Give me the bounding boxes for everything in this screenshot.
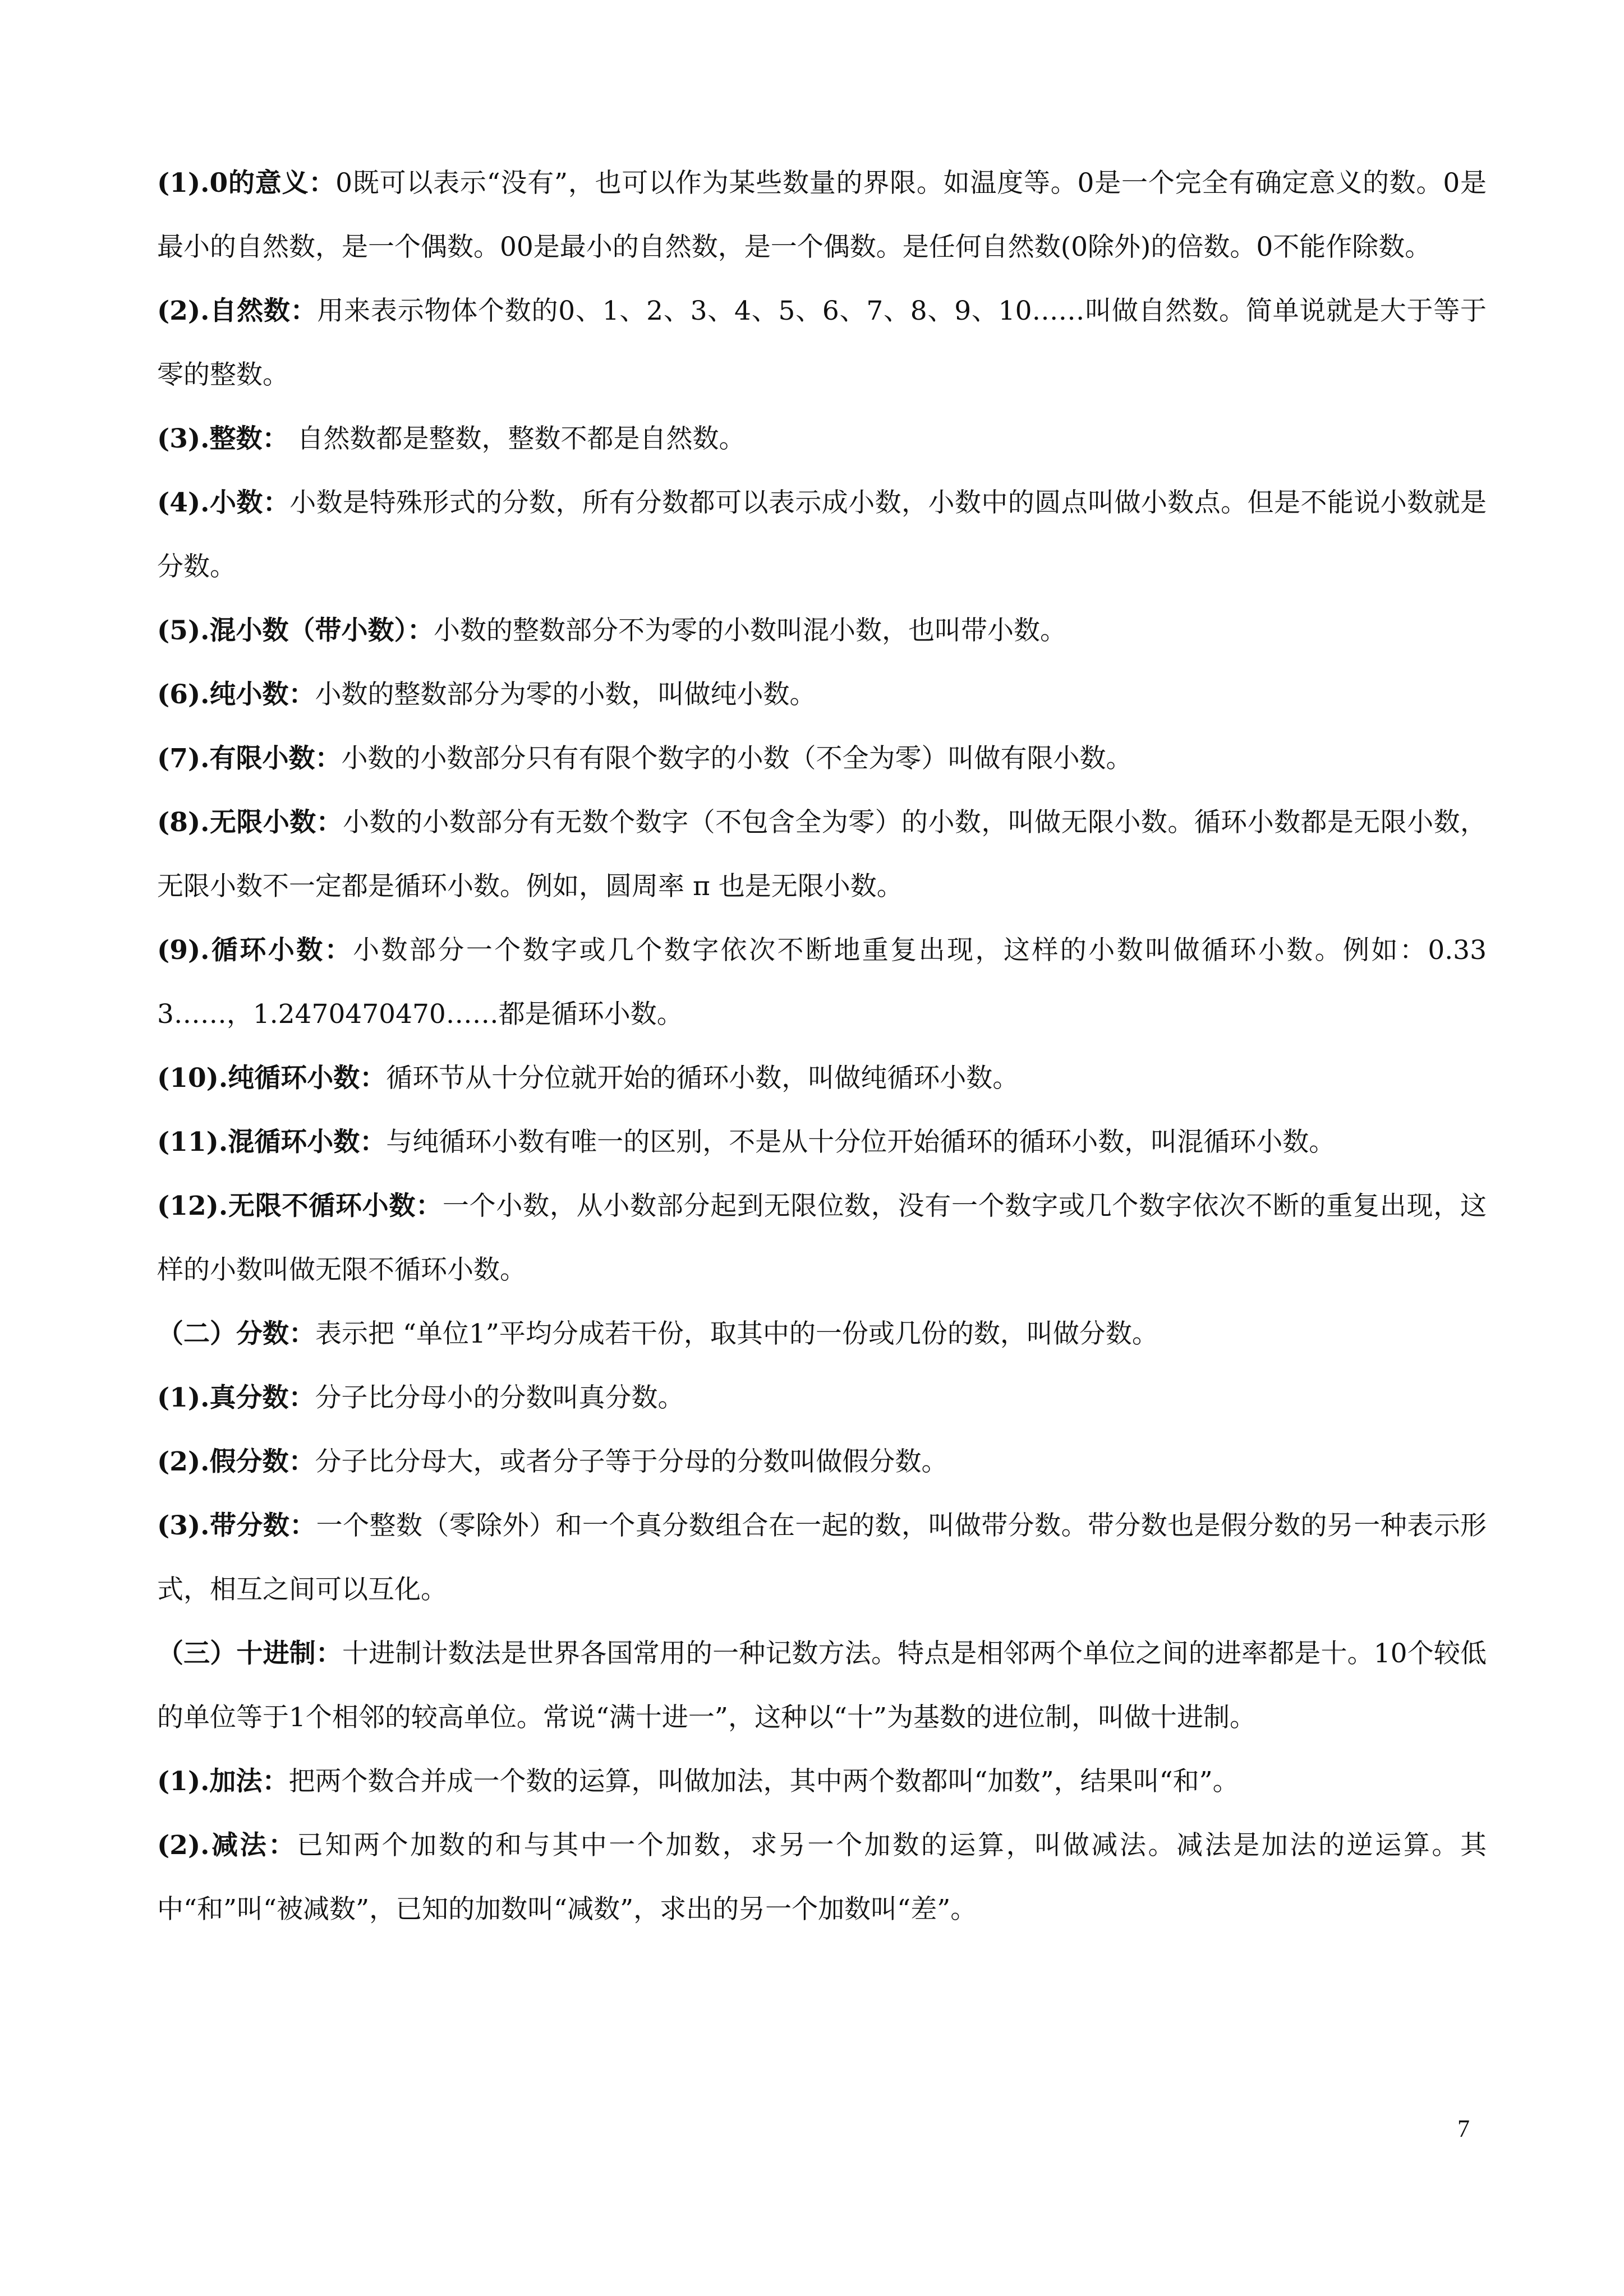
definition-text: 小数的整数部分为零的小数，叫做纯小数。 <box>315 679 816 710</box>
paragraph-decimal-system <box>157 1622 1487 1750</box>
definition-text: 一个整数（零除外）和一个真分数组合在一起的数，叫做带分数。带分数也是假分数的另一种表示形式，相互之间可以互化。 <box>157 1510 1487 1605</box>
term-label: (1).真分数： <box>157 1382 315 1413</box>
term-label: (12).无限不循环小数： <box>157 1191 443 1221</box>
paragraph-irrational-decimal <box>157 1174 1487 1302</box>
definition-text: 小数是特殊形式的分数，所有分数都可以表示成小数，小数中的圆点叫做小数点。但是不能说小数就是分数。 <box>157 487 1487 582</box>
paragraph-improper-fraction <box>157 1430 1487 1494</box>
paragraph-repeating-decimal <box>157 919 1487 1046</box>
definition-text: 十进制计数法是世界各国常用的一种记数方法。特点是相邻两个单位之间的进率都是十。10个较低的单位等于1个相邻的较高单位。常说“满十进一”，这种以“十”为基数的进位制，叫做十进制。 <box>157 1638 1487 1733</box>
definition-text: 一个小数，从小数部分起到无限位数，没有一个数字或几个数字依次不断的重复出现，这样的小数叫做无限不循环小数。 <box>157 1191 1487 1285</box>
term-label: (7).有限小数： <box>157 743 342 774</box>
paragraph-pure-repeating-decimal <box>157 1046 1487 1110</box>
term-label: (1).0的意义： <box>157 168 336 199</box>
document-body <box>157 151 1487 1942</box>
term-label: (4).小数： <box>157 487 290 518</box>
paragraph-subtraction <box>157 1814 1487 1942</box>
paragraph-finite-decimal <box>157 727 1487 791</box>
definition-text: 小数部分一个数字或几个数字依次不断地重复出现，这样的小数叫做循环小数。例如：0.333……，1.2470470470……都是循环小数。 <box>157 935 1487 1030</box>
paragraph-addition <box>157 1750 1487 1814</box>
paragraph-mixed-number <box>157 1494 1487 1622</box>
paragraph-proper-fraction <box>157 1366 1487 1430</box>
paragraph-mixed-decimal <box>157 599 1487 663</box>
term-label: (11).混循环小数： <box>157 1127 387 1158</box>
paragraph-zero-meaning <box>157 151 1487 279</box>
definition-text: 分子比分母大，或者分子等于分母的分数叫做假分数。 <box>315 1446 948 1477</box>
term-label: (5).混小数（带小数）： <box>157 615 434 646</box>
definition-text: 小数的整数部分不为零的小数叫混小数，也叫带小数。 <box>434 615 1067 646</box>
definition-text: 已知两个加数的和与其中一个加数，求另一个加数的运算，叫做减法。减法是加法的逆运算。其中“和”叫“被减数”，已知的加数叫“减数”，求出的另一个加数叫“差”。 <box>157 1830 1487 1925</box>
paragraph-natural-number <box>157 279 1487 407</box>
term-label: (9).循环小数： <box>157 935 353 966</box>
definition-text: 把两个数合并成一个数的运算，叫做加法，其中两个数都叫“加数”，结果叫“和”。 <box>288 1766 1239 1797</box>
paragraph-mixed-repeating-decimal <box>157 1110 1487 1174</box>
term-label: (3).带分数： <box>157 1510 316 1541</box>
term-label: (2).自然数： <box>157 296 318 326</box>
page-number: 7 <box>1457 2115 1470 2142</box>
paragraph-decimal <box>157 471 1487 599</box>
definition-text: 小数的小数部分只有有限个数字的小数（不全为零）叫做有限小数。 <box>341 743 1133 774</box>
term-label: (10).纯循环小数： <box>157 1063 387 1094</box>
term-label: (1).加法： <box>157 1766 289 1797</box>
definition-text: 表示把 “单位1”平均分成若干份，取其中的一份或几份的数，叫做分数。 <box>315 1318 1158 1349</box>
definition-text: 分子比分母小的分数叫真分数。 <box>315 1382 684 1413</box>
paragraph-integer <box>157 407 1487 471</box>
paragraph-pure-decimal <box>157 663 1487 727</box>
definition-text: 小数的小数部分有无数个数字（不包含全为零）的小数，叫做无限小数。循环小数都是无限小数，无限小数不一定都是循环小数。例如，圆周率 π 也是无限小数。 <box>157 807 1487 902</box>
term-label: (3).整数： <box>157 423 289 454</box>
definition-text: 用来表示物体个数的0、1、2、3、4、5、6、7、8、9、10……叫做自然数。简单说就是大于等于零的整数。 <box>157 296 1487 390</box>
definition-text: 循环节从十分位就开始的循环小数，叫做纯循环小数。 <box>386 1063 1019 1094</box>
term-label: （三）十进制： <box>157 1638 343 1669</box>
term-label: （二）分数： <box>157 1318 315 1349</box>
definition-text: 自然数都是整数，整数不都是自然数。 <box>288 423 746 454</box>
term-label: (2).减法： <box>157 1830 297 1861</box>
paragraph-fraction <box>157 1302 1487 1366</box>
term-label: (6).纯小数： <box>157 679 315 710</box>
definition-text: 0既可以表示“没有”，也可以作为某些数量的界限。如温度等。0是一个完全有确定意义的数。0是最小的自然数，是一个偶数。00是最小的自然数，是一个偶数。是任何自然数(0除外)的倍数。0不能作除数。 <box>157 168 1487 262</box>
term-label: (8).无限小数： <box>157 807 343 838</box>
paragraph-infinite-decimal <box>157 791 1487 919</box>
term-label: (2).假分数： <box>157 1446 315 1477</box>
definition-text: 与纯循环小数有唯一的区别，不是从十分位开始循环的循环小数，叫混循环小数。 <box>386 1127 1336 1158</box>
